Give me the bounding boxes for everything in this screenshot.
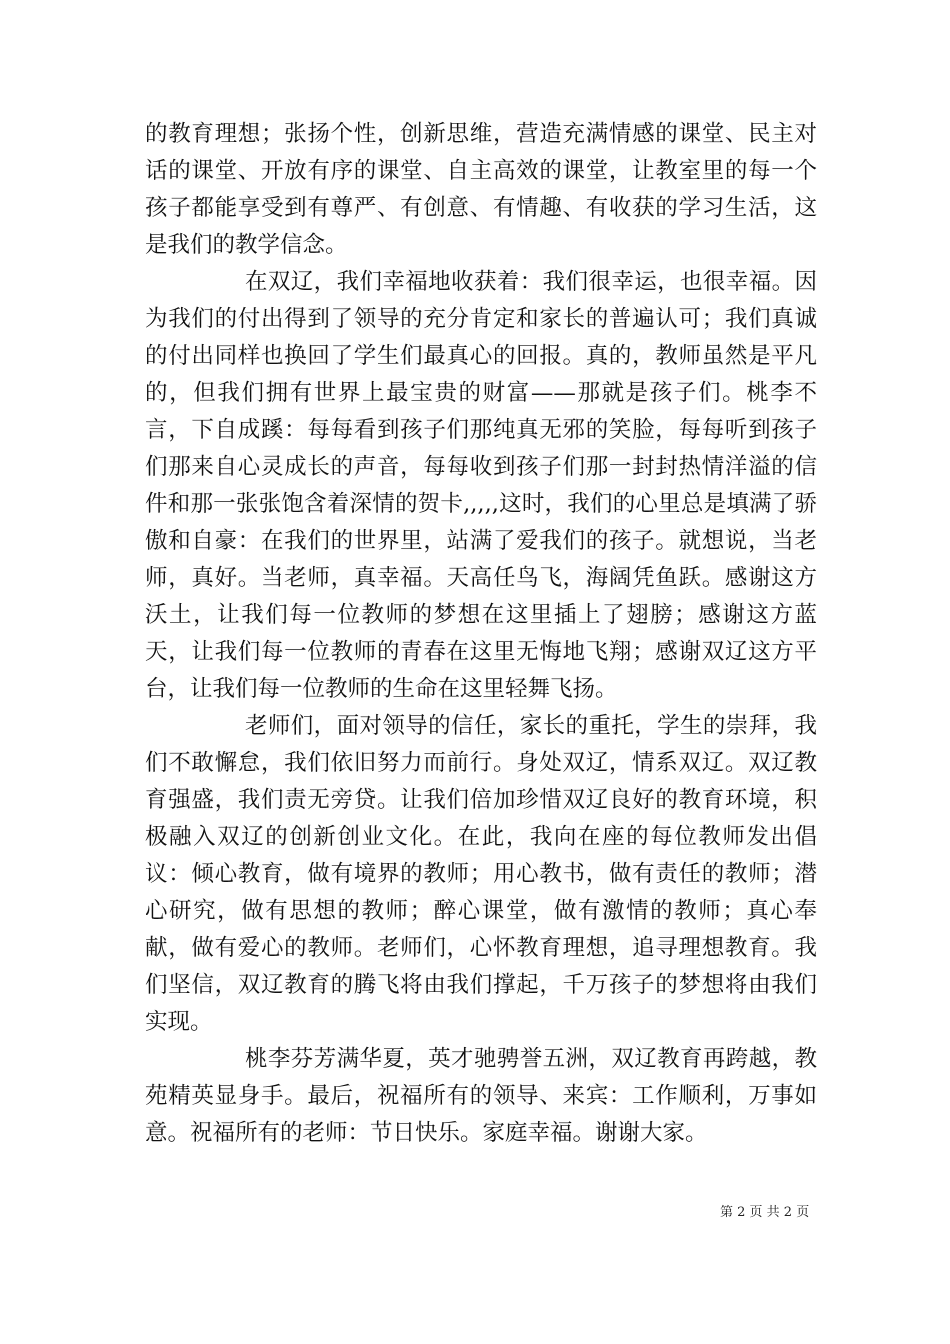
page-number-footer: 第 2 页 共 2 页 (720, 1205, 810, 1220)
paragraph-continuation: 的教育理想；张扬个性，创新思维，营造充满情感的课堂、民主对话的课堂、开放有序的课堂、自主高效的课堂，让教室里的每一个孩子都能享受到有尊严、有创意、有情趣、有收获的学习生活，这是我们的教学信念。 (145, 121, 817, 258)
paragraph-happiness: 在双辽，我们幸福地收获着：我们很幸运，也很幸福。因为我们的付出得到了领导的充分肯定和家长的普遍认可；我们真诚的付出同样也换回了学生们最真心的回报。真的，教师虽然是平凡的，但我们拥有世界上最宝贵的财富——那就是孩子们。桃李不言，下自成蹊：每每看到孩子们那纯真无邪的笑脸，每每听到孩子们那来自心灵成长的声音，每每收到孩子们那一封封热情洋溢的信件和那一张张饱含着深情的贺卡,,,,,这时，我们的心里总是填满了骄傲和自豪：在我们的世界里，站满了爱我们的孩子。就想说，当老师，真好。当老师，真幸福。天高任鸟飞，海阔凭鱼跃。感谢这方沃土，让我们每一位教师的梦想在这里插上了翅膀；感谢这方蓝天，让我们每一位教师的青春在这里无悔地飞翔；感谢双辽这方平台，让我们每一位教师的生命在这里轻舞飞扬。 (145, 269, 817, 702)
paragraph-closing: 桃李芬芳满华夏，英才驰骋誉五洲，双辽教育再跨越，教苑精英显身手。最后，祝福所有的领导、来宾：工作顺利，万事如意。祝福所有的老师：节日快乐。家庭幸福。谢谢大家。 (145, 1046, 817, 1146)
paragraph-proposal: 老师们，面对领导的信任，家长的重托，学生的崇拜，我们不敢懈怠，我们依旧努力而前行。身处双辽，情系双辽。双辽教育强盛，我们责无旁贷。让我们倍加珍惜双辽良好的教育环境，积极融入双辽的创新创业文化。在此，我向在座的每位教师发出倡议：倾心教育，做有境界的教师；用心教书，做有责任的教师；潜心研究，做有思想的教师；醉心课堂，做有激情的教师；真心奉献，做有爱心的教师。老师们，心怀教育理想，追寻理想教育。我们坚信，双辽教育的腾飞将由我们撑起，千万孩子的梦想将由我们实现。 (145, 713, 817, 1035)
document-body (145, 116, 817, 1152)
